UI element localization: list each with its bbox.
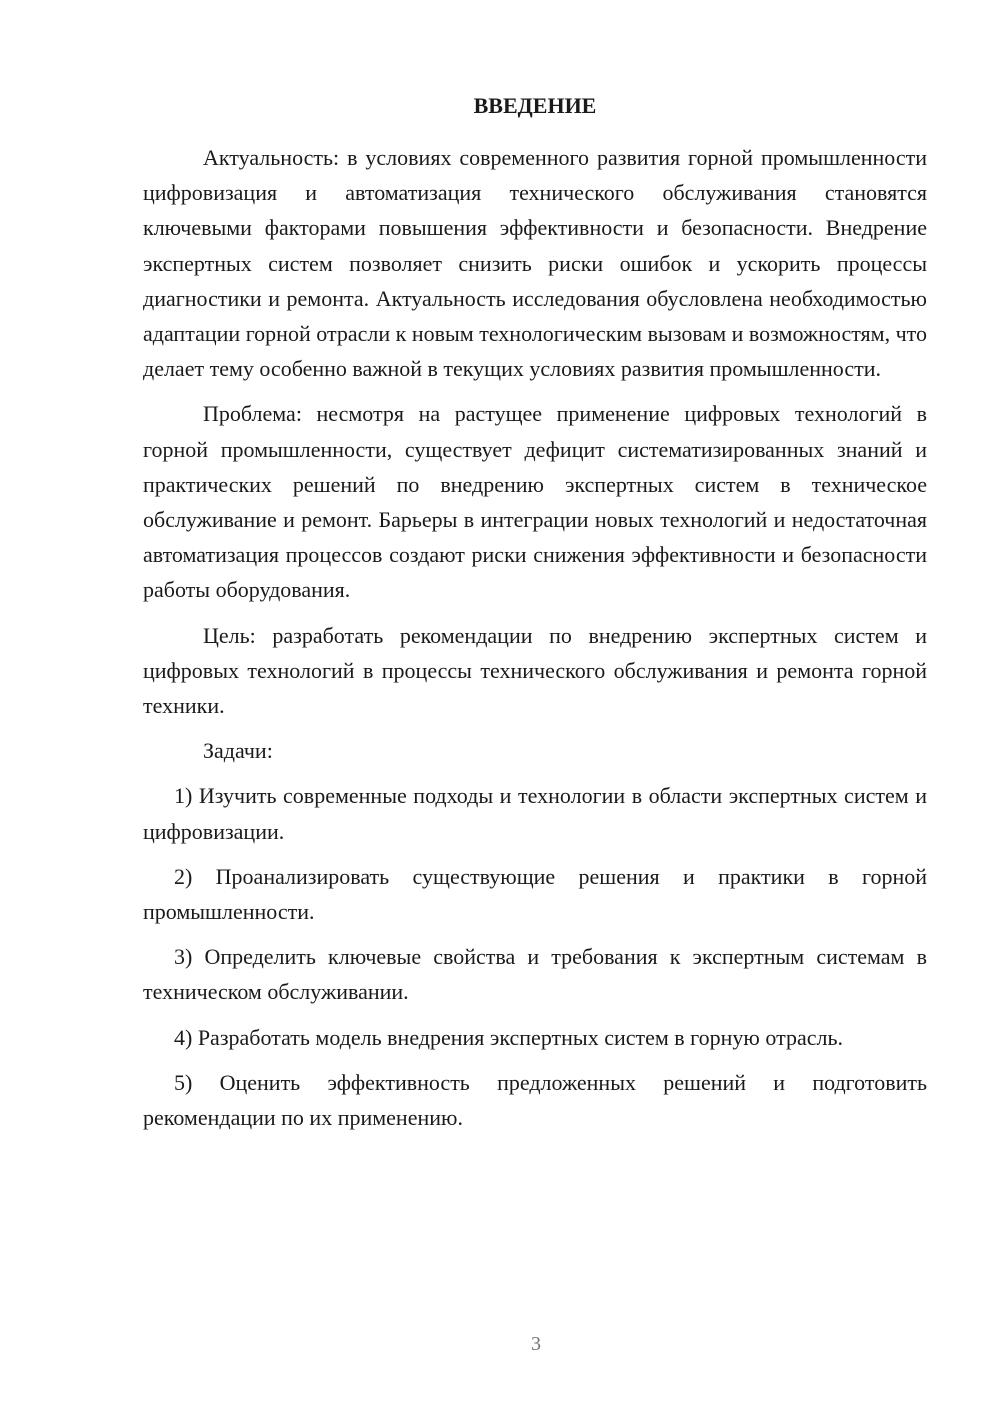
task-item-4: 4) Разработать модель внедрения экспертных систем в горную отрасль. — [174, 1024, 844, 1050]
document-page — [143, 88, 927, 1145]
page-number: 3 — [531, 1333, 541, 1355]
task-item-1: 1) Изучить современные подходы и технологии в области экспертных систем и цифровизации. — [143, 783, 927, 844]
paragraph-problem: Проблема: несмотря на растущее применение цифровых технологий в горной промышленности, существует дефицит систематизированных знаний и практических решений по внедрению экспертных систем в техническое обслуживание и ремонт. Барьеры в интеграции новых технологий и недостаточная автоматизация процессов создают риски снижения эффективности и безопасности работы оборудования. — [143, 401, 927, 603]
page-title: ВВЕДЕНИЕ — [473, 93, 597, 118]
task-item-3: 3) Определить ключевые свойства и требования к экспертным системам в техническом обслуживании. — [143, 944, 927, 1005]
paragraph-goal: Цель: разработать рекомендации по внедрению экспертных систем и цифровых технологий в процессы технического обслуживания и ремонта горной техники. — [143, 622, 927, 719]
tasks-heading: Задачи: — [203, 738, 273, 764]
task-item-5: 5) Оценить эффективность предложенных решений и подготовить рекомендации по их применению. — [143, 1069, 927, 1131]
task-item-2: 2) Проанализировать существующие решения и практики в горной промышленности. — [143, 863, 927, 925]
paragraph-relevance: Актуальность: в условиях современного развития горной промышленности цифровизация и автоматизация технического обслуживания становятся ключевыми факторами повышения эффективности и безопасности. Внедрение экспертных систем позволяет снизить риски ошибок и ускорить процессы диагностики и ремонта. Актуальность исследования обусловлена необходимостью адаптации горной отрасли к новым технологическим вызовам и возможностям, что делает тему особенно важной в текущих условиях развития промышленности. — [143, 145, 927, 382]
